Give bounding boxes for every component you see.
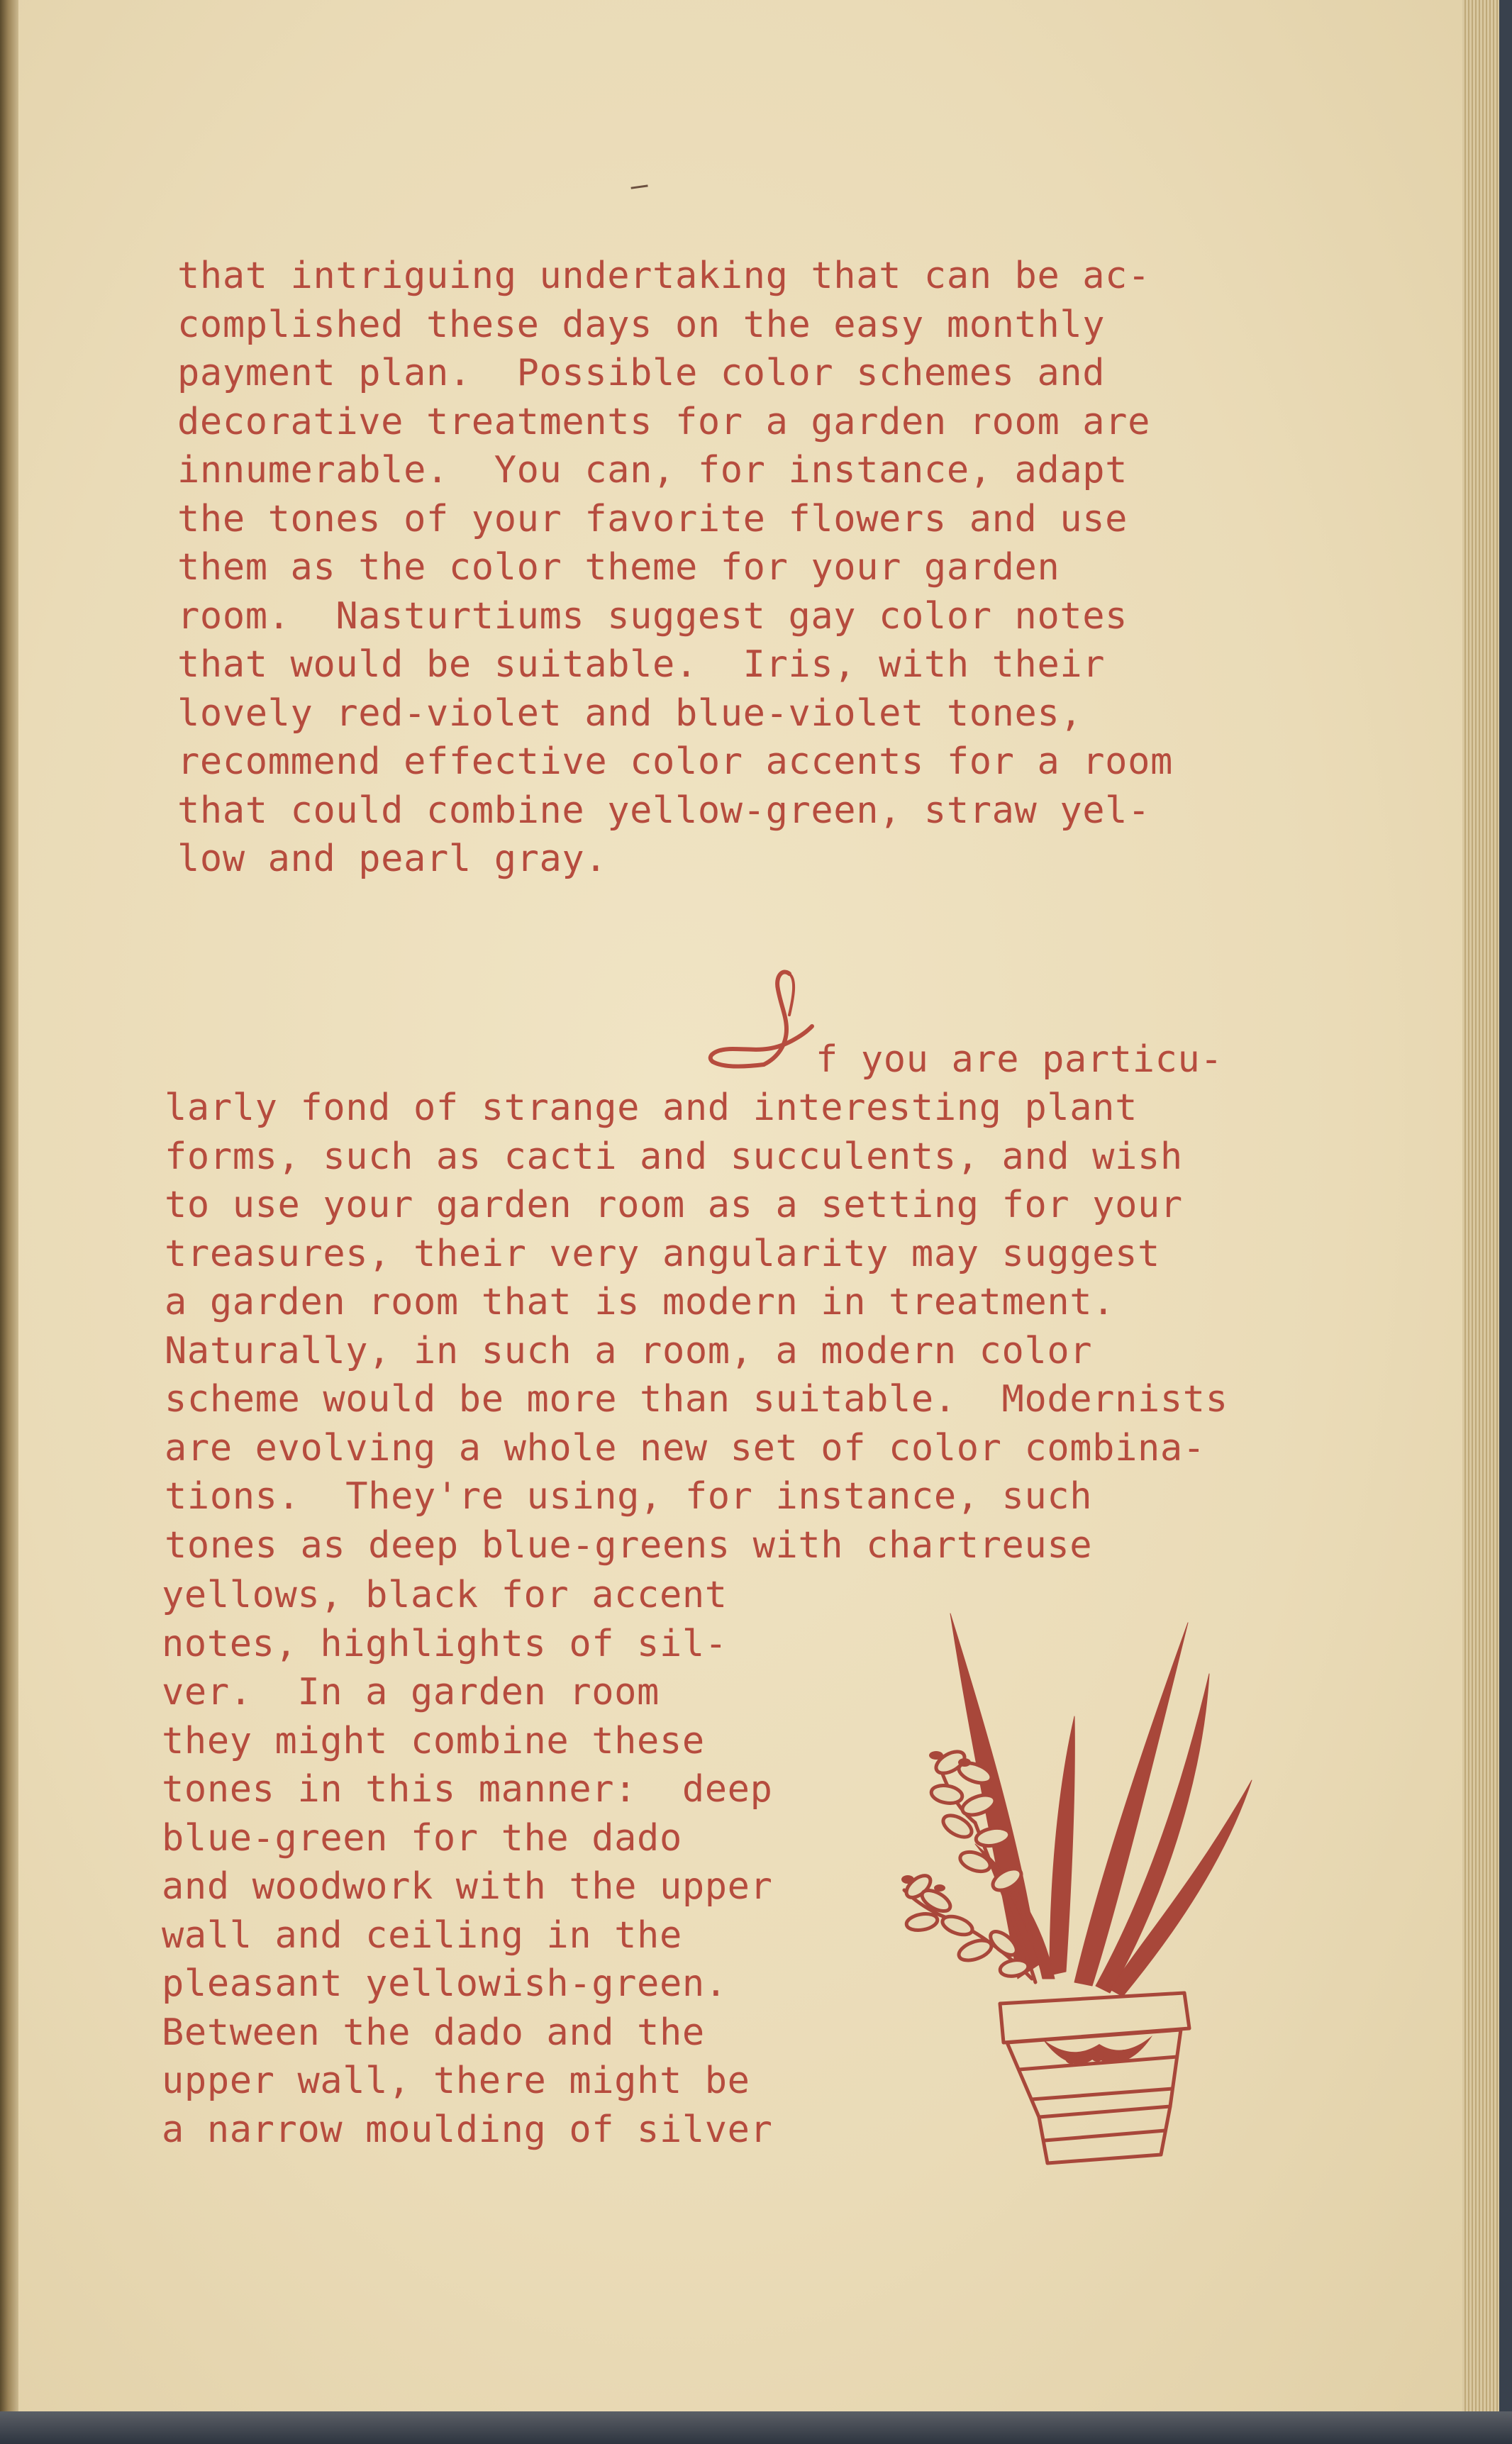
- drop-cap: [699, 961, 826, 1085]
- paragraph-3: yellows, black for accent notes, highlights of sil- ver. In a garden room they might combine these tones in this manner: deep blue-green for the dado and woodwork with the upper wall and ceiling in the pleasant yellowish-green. Between the dado and the upper wall, there might be a narrow moulding of silver: [162, 1574, 773, 2151]
- paragraph-2: larly fond of strange and interesting plant forms, such as cacti and succulents, and wish to use your garden room as a setting for your treasures, their very angularity may suggest a garden room that is modern in treatment. Naturally, in such a room, a modern color scheme would be more than suitable. Modernists are evolving a whole new set of color combina- tions. They're using, for instance, such tones as deep blue-greens with chartreuse: [165, 1087, 1228, 1567]
- leaf-2: [1050, 1716, 1074, 1975]
- paragraph-1: that intriguing undertaking that can be ac- complished these days on the easy monthly payment plan. Possible color schemes and decorative treatments for a garden room are innumerable. You can, for instance, adapt the tones of your favorite flowers and use them as the color theme for your garden room. Nasturtiums suggest gay color notes that would be suitable. Iris, with their lovely red-violet and blue-violet tones, recommend effective color accents for a room that could combine yellow-green, straw yel- low and pearl gray.: [177, 255, 1173, 880]
- page-edges: [1462, 0, 1512, 2444]
- flower-pot: [1000, 1993, 1189, 2163]
- potted-plant-icon: [897, 1610, 1280, 2177]
- book-binding: [0, 0, 18, 2444]
- paragraph-2-lead: f you are particu-: [816, 1038, 1223, 1081]
- book-cover-edge: [0, 2411, 1512, 2444]
